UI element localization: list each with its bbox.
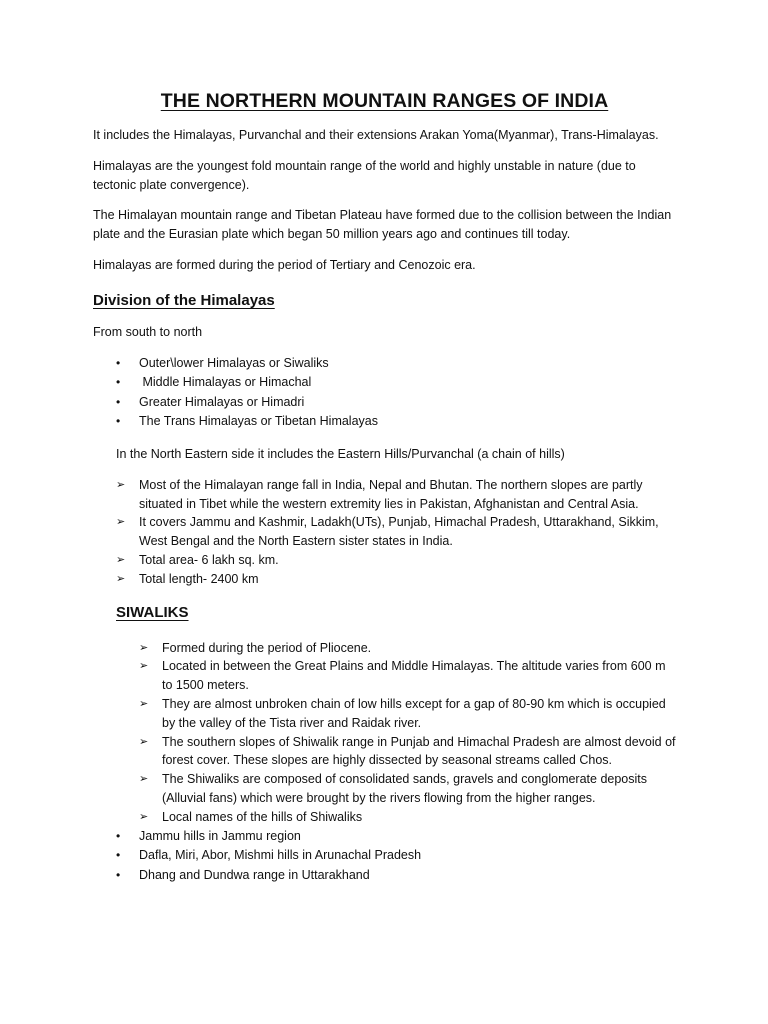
page-title: THE NORTHERN MOUNTAIN RANGES OF INDIA <box>160 90 609 112</box>
bullet-icon: • <box>116 867 121 882</box>
intro-paragraph-3: The Himalayan mountain range and Tibetan Plateau have formed due to the collision between the Indian plate and the Eurasian plate which began 50 million years ago and continues till today. <box>93 208 672 242</box>
list-item-text: The Shiwaliks are composed of consolidated sands, gravels and conglomerate deposits (Alluvial fans) which were brought by the rivers flowing from the higher ranges. <box>162 772 647 805</box>
local-names-list <box>116 827 676 886</box>
arrow-bullet-icon: ➢ <box>139 735 149 748</box>
division-from-text: From south to north <box>93 324 203 339</box>
intro-paragraph-1: It includes the Himalayas, Purvanchal and their extensions Arakan Yoma(Myanmar), Trans-Himalayas. <box>93 128 659 142</box>
arrow-bullet-icon: ➢ <box>139 773 149 786</box>
bullet-icon: • <box>116 375 121 390</box>
list-item <box>139 770 676 808</box>
list-item <box>116 476 676 514</box>
arrow-bullet-icon: ➢ <box>139 641 149 654</box>
list-item <box>116 354 676 374</box>
list-item <box>116 846 676 866</box>
bullet-icon: • <box>116 414 121 429</box>
list-item <box>139 695 676 733</box>
list-item-text: Middle Himalayas or Himachal <box>139 375 312 390</box>
list-item-text: Local names of the hills of Shiwaliks <box>162 809 363 824</box>
list-item-text: Outer\lower Himalayas or Siwaliks <box>139 355 329 370</box>
list-item-text: The southern slopes of Shiwalik range in Punjab and Himachal Pradesh are almost devoid of forest cover. These slopes are highly dissected by seasonal streams called Chos. <box>162 734 676 768</box>
facts-list <box>116 476 676 589</box>
arrow-bullet-icon: ➢ <box>116 553 126 566</box>
list-item <box>116 866 676 886</box>
bullet-icon: • <box>116 828 121 843</box>
list-item-text: Greater Himalayas or Himadri <box>139 394 305 409</box>
arrow-bullet-icon: ➢ <box>139 810 149 823</box>
list-item-text: Dafla, Miri, Abor, Mishmi hills in Arunachal Pradesh <box>139 848 422 863</box>
division-list <box>116 354 676 432</box>
list-item <box>116 827 676 847</box>
list-item-text: Formed during the period of Pliocene. <box>162 640 372 655</box>
siwaliks-list <box>139 639 676 827</box>
intro-paragraph-2: Himalayas are the youngest fold mountain range of the world and highly unstable in nature (due to tectonic plate convergence). <box>93 158 636 192</box>
bullet-icon: • <box>116 394 121 409</box>
list-item <box>116 513 676 551</box>
division-heading: Division of the Himalayas <box>93 291 275 309</box>
north-east-text: In the North Eastern side it includes the Eastern Hills/Purvanchal (a chain of hills) <box>116 446 565 461</box>
bullet-icon: • <box>116 355 121 370</box>
list-item <box>116 551 676 570</box>
list-item <box>139 657 676 695</box>
list-item-text: Total area- 6 lakh sq. km. <box>139 552 279 567</box>
list-item-text: Located in between the Great Plains and Middle Himalayas. The altitude varies from 600 m to 1500 meters. <box>162 659 666 693</box>
list-item-text: Dhang and Dundwa range in Uttarakhand <box>139 867 370 882</box>
list-item-text: The Trans Himalayas or Tibetan Himalayas <box>139 414 378 429</box>
arrow-bullet-icon: ➢ <box>116 478 126 491</box>
intro-paragraph-4: Himalayas are formed during the period of Tertiary and Cenozoic era. <box>93 257 476 272</box>
bullet-icon: • <box>116 848 121 863</box>
siwaliks-heading: SIWALIKS <box>116 603 189 621</box>
list-item <box>116 412 676 432</box>
list-item-text: They are almost unbroken chain of low hills except for a gap of 80-90 km which is occupied by the valley of the Tista river and Raidak river. <box>162 696 666 730</box>
list-item <box>139 808 676 827</box>
arrow-bullet-icon: ➢ <box>116 516 126 529</box>
list-item-text: Jammu hills in Jammu region <box>139 828 301 843</box>
list-item-text: Total length- 2400 km <box>139 571 259 586</box>
list-item <box>139 639 676 658</box>
list-item <box>116 393 676 413</box>
list-item <box>116 373 676 393</box>
arrow-bullet-icon: ➢ <box>116 572 126 585</box>
arrow-bullet-icon: ➢ <box>139 697 149 710</box>
list-item <box>139 733 676 771</box>
list-item-text: Most of the Himalayan range fall in India, Nepal and Bhutan. The northern slopes are partly situated in Tibet while the western extremity lies in Pakistan, Afghanistan and Central Asia. <box>139 477 643 511</box>
arrow-bullet-icon: ➢ <box>139 660 149 673</box>
list-item <box>116 570 676 589</box>
list-item-text: It covers Jammu and Kashmir, Ladakh(UTs), Punjab, Himachal Pradesh, Uttarakhand, Sikkim, West Bengal and the North Eastern sister states in India. <box>139 515 659 549</box>
